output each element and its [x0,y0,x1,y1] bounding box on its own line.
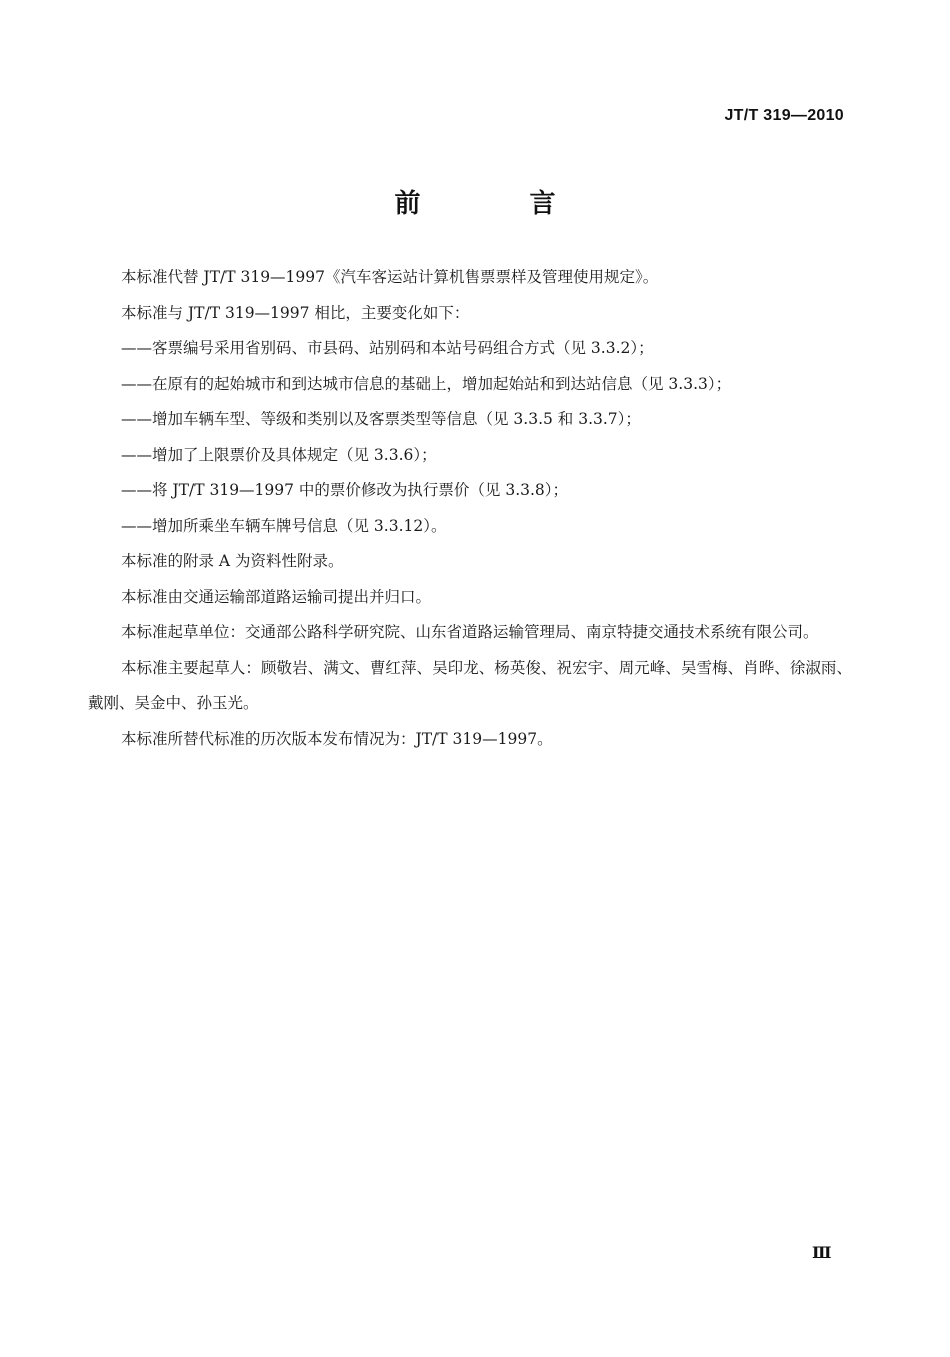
paragraph-drafters: 本标准主要起草人：顾敬岩、满文、曹红萍、吴印龙、杨英俊、祝宏宇、周元峰、吴雪梅、肖晔、徐淑雨、戴刚、吴金中、孙玉光。 [88,658,852,712]
document-body [88,260,852,757]
paragraph-proposer: 本标准由交通运输部道路运输司提出并归口。 [121,587,432,606]
change-item: ——增加所乘坐车辆车牌号信息（见 3.3.12）。 [121,516,447,535]
paragraph-drafting-units: 本标准起草单位：交通部公路科学研究院、山东省道路运输管理局、南京特捷交通技术系统有限公司。 [121,623,819,641]
change-item: ——将 JT/T 319—1997 中的票价修改为执行票价（见 3.3.8）； [121,481,569,499]
change-item: ——增加了上限票价及具体规定（见 3.3.6）； [121,445,437,464]
paragraph-replacement: 本标准代替 JT/T 319—1997《汽车客运站计算机售票票样及管理使用规定》。 [121,268,659,286]
change-item: ——客票编号采用省别码、市县码、站别码和本站号码组合方式（见 3.3.2）； [121,339,654,357]
page-number: Ⅲ [812,1245,832,1262]
paragraph-version-history: 本标准所替代标准的历次版本发布情况为：JT/T 319—1997。 [121,729,553,748]
standard-code: JT/T 319—2010 [724,107,844,124]
paragraph-appendix: 本标准的附录 A 为资料性附录。 [121,552,344,570]
paragraph-changes-intro: 本标准与 JT/T 319—1997 相比，主要变化如下： [121,303,470,322]
change-item: ——在原有的起始城市和到达城市信息的基础上，增加起始站和到达站信息（见 3.3.3）； [121,374,732,393]
page-title: 前 言 [394,189,606,219]
change-item: ——增加车辆车型、等级和类别以及客票类型等信息（见 3.3.5 和 3.3.7）； [121,410,641,428]
